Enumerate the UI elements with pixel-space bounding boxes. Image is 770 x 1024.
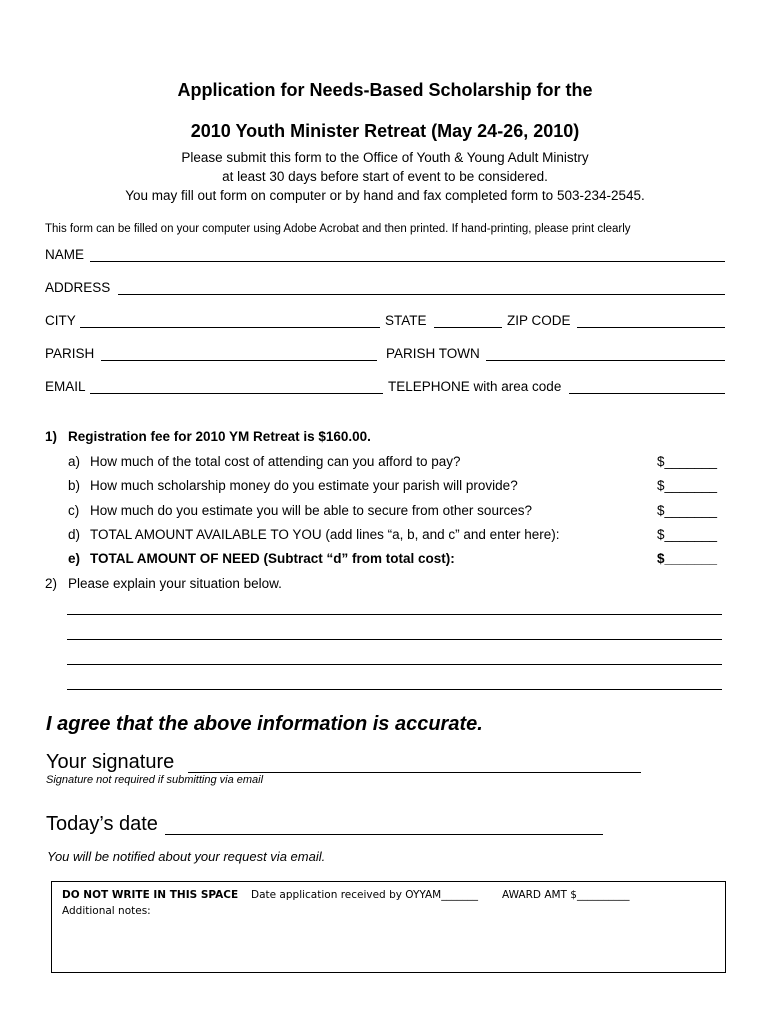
instruction-line-2: at least 30 days before start of event to be considered.: [222, 169, 548, 184]
explanation-line-4[interactable]: [67, 689, 722, 690]
fill-note: This form can be filled on your computer using Adobe Acrobat and then printed. If hand-printing, please print clearly: [45, 223, 631, 235]
form-title-line2: 2010 Youth Minister Retreat (May 24-26, 2010): [190, 121, 580, 141]
q1e-text: TOTAL AMOUNT OF NEED (Subtract “d” from total cost):: [90, 551, 455, 566]
q2-text: Please explain your situation below.: [68, 576, 282, 591]
signature-label: Your signature: [46, 751, 175, 773]
q1-number: 1): [45, 429, 58, 444]
q2-number: 2): [45, 576, 58, 591]
parish-town-label: PARISH TOWN: [386, 346, 480, 361]
q1d-letter: d): [68, 527, 81, 542]
address-label: ADDRESS: [45, 280, 111, 295]
name-label: NAME: [45, 247, 85, 262]
date-label: Today’s date: [46, 813, 158, 835]
q1b-letter: b): [68, 478, 81, 493]
notify-text: You will be notified about your request via email.: [47, 849, 326, 864]
zip-input[interactable]: [577, 327, 725, 328]
explanation-line-3[interactable]: [67, 664, 722, 665]
date-input[interactable]: [165, 834, 603, 835]
city-label: CITY: [45, 313, 76, 328]
parish-town-input[interactable]: [486, 360, 725, 361]
form-title-line1: Application for Needs-Based Scholarship for the: [177, 80, 593, 100]
city-input[interactable]: [80, 327, 380, 328]
q1c-letter: c): [68, 503, 80, 518]
date-received-label: Date application received by OYYAM_______: [251, 889, 478, 901]
parish-input[interactable]: [101, 360, 377, 361]
agreement-statement: I agree that the above information is accurate.: [46, 713, 483, 735]
explanation-line-2[interactable]: [67, 639, 722, 640]
state-input[interactable]: [434, 327, 502, 328]
q1a-letter: a): [68, 454, 81, 469]
parish-label: PARISH: [45, 346, 95, 361]
q1b-text: How much scholarship money do you estimate your parish will provide?: [90, 478, 518, 493]
signature-input[interactable]: [188, 772, 641, 773]
explanation-line-1[interactable]: [67, 614, 722, 615]
zip-label: ZIP CODE: [507, 313, 571, 328]
additional-notes-label: Additional notes:: [62, 905, 151, 917]
award-amount-label: AWARD AMT $__________: [502, 889, 630, 901]
instruction-line-1: Please submit this form to the Office of Youth & Young Adult Ministry: [181, 150, 589, 165]
q1c-amount-field[interactable]: $_______: [657, 503, 718, 518]
q1-text: Registration fee for 2010 YM Retreat is $160.00.: [68, 429, 371, 444]
do-not-write-label: DO NOT WRITE IN THIS SPACE: [62, 889, 239, 901]
q1c-text: How much do you estimate you will be able to secure from other sources?: [90, 503, 532, 518]
address-input[interactable]: [118, 294, 725, 295]
telephone-input[interactable]: [569, 393, 725, 394]
q1e-letter: e): [68, 551, 81, 566]
q1a-amount-field[interactable]: $_______: [657, 454, 718, 469]
q1d-amount-field[interactable]: $_______: [657, 527, 718, 542]
q1e-amount-field[interactable]: $_______: [657, 551, 718, 566]
state-label: STATE: [385, 313, 427, 328]
name-input[interactable]: [90, 261, 725, 262]
office-use-box: [51, 881, 726, 973]
email-label: EMAIL: [45, 379, 86, 394]
signature-note: Signature not required if submitting via email: [46, 774, 264, 786]
q1d-text: TOTAL AMOUNT AVAILABLE TO YOU (add lines “a, b, and c” and enter here):: [90, 527, 560, 542]
instruction-line-3: You may fill out form on computer or by hand and fax completed form to 503-234-2545.: [125, 188, 645, 203]
q1a-text: How much of the total cost of attending can you afford to pay?: [90, 454, 461, 469]
q1b-amount-field[interactable]: $_______: [657, 478, 718, 493]
email-input[interactable]: [90, 393, 383, 394]
telephone-label: TELEPHONE with area code: [388, 379, 562, 394]
